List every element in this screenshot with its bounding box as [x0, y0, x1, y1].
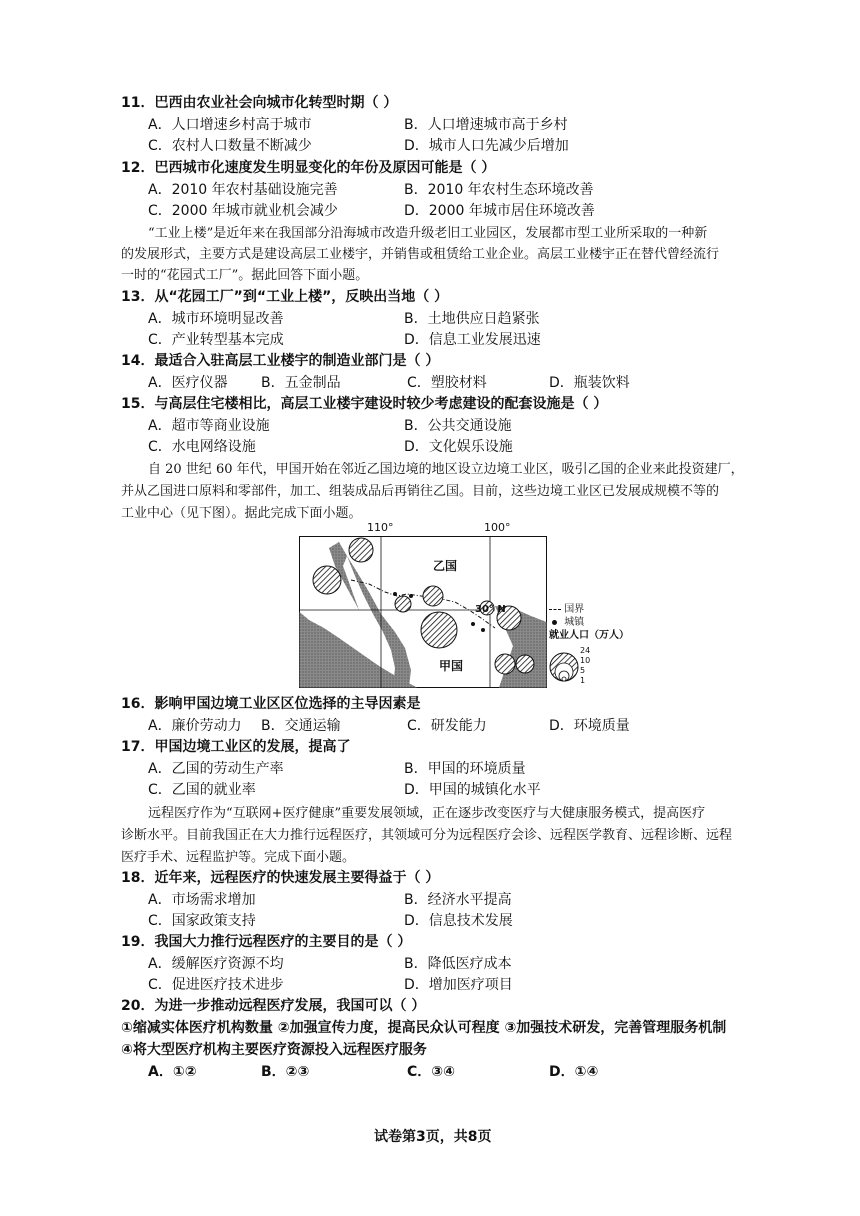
q12-option-a: A．2010 年农村基础设施完善	[148, 182, 338, 198]
passage-border-line-1: 自 20 世纪 60 年代，甲国开始在邻近乙国边境的地区设立边境工业区，吸引乙国的企业来此投资建厂，	[148, 462, 744, 477]
q15-option-b: B．公共交通设施	[404, 418, 512, 434]
q13-option-d: D．信息工业发展迅速	[404, 332, 541, 348]
border-line-icon	[549, 609, 561, 610]
q11-option-b: B．人口增速城市高于乡村	[404, 117, 568, 133]
passage-industry-line-2: 的发展形式，主要方式是建设高层工业楼宇，并销售或租赁给工业企业。高层工业楼宇正在替代曾经流行	[121, 247, 720, 262]
q17-option-c: C．乙国的就业率	[148, 782, 256, 798]
legend-value-1: 1	[580, 676, 586, 685]
map-employment-circle	[349, 538, 373, 562]
q14-option-d: D．瓶装饮料	[549, 375, 630, 391]
q20-option-c: C．③④	[407, 1064, 455, 1080]
passage-telemedicine-line-1: 远程医疗作为“互联网+医疗健康”重要发展领域，正在逐步改变医疗与大健康服务模式，提高医疗	[148, 806, 706, 821]
legend-value-10: 10	[580, 656, 591, 665]
legend-value-24: 24	[580, 646, 591, 655]
map-longitude-label-110: 110°	[367, 521, 394, 534]
q20-statements-line-1: ①缩减实体医疗机构数量 ②加强宣传力度，提高民众认可程度 ③加强技术研发，完善管理服务机制	[121, 1020, 727, 1036]
map-latitude-label: 30° N	[475, 604, 506, 615]
q16-option-b: B．交通运输	[261, 718, 341, 734]
border-industry-map	[299, 536, 547, 688]
q13-option-b: B．土地供应日趋紧张	[404, 311, 540, 327]
legend-border	[549, 604, 584, 616]
q16-option-c: C．研发能力	[407, 718, 487, 734]
q13-option-a: A．城市环境明显改善	[148, 311, 284, 327]
q15-option-d: D．文化娱乐设施	[404, 439, 513, 455]
q19-option-d: D．增加医疗项目	[404, 977, 513, 993]
passage-border-line-3: 工业中心（见下图）。据此完成下面小题。	[121, 506, 362, 521]
q12-option-b: B．2010 年农村生态环境改善	[404, 182, 594, 198]
q19-option-b: B．降低医疗成本	[404, 956, 512, 972]
q20-option-b: B．②③	[261, 1064, 310, 1080]
map-employment-circle	[495, 654, 515, 674]
passage-industry-line-3: 一时的“花园式工厂”。据此回答下面小题。	[121, 268, 369, 283]
q20-option-a: A．①②	[148, 1064, 197, 1080]
q16-option-a: A．廉价劳动力	[148, 718, 242, 734]
q19-option-c: C．促进医疗技术进步	[148, 977, 284, 993]
legend-border-label: 国界	[564, 604, 585, 615]
town-dot-icon	[552, 620, 557, 625]
passage-telemedicine-line-3: 医疗手术、远程监护等。完成下面小题。	[121, 850, 356, 865]
question-16: 16．影响甲国边境工业区区位选择的主导因素是	[121, 696, 421, 712]
question-18: 18．近年来，远程医疗的快速发展主要得益于（ ）	[121, 870, 440, 886]
q14-option-a: A．医疗仪器	[148, 375, 228, 391]
map-town-dot	[481, 628, 485, 632]
q20-option-d: D．①④	[549, 1064, 599, 1080]
q18-option-c: C．国家政策支持	[148, 913, 256, 929]
q15-option-a: A．超市等商业设施	[148, 418, 270, 434]
legend-employment-title: 就业人口（万人）	[549, 630, 629, 641]
legend-circle-1	[562, 677, 566, 681]
q16-option-d: D．环境质量	[549, 718, 630, 734]
map-town-dot	[409, 594, 413, 598]
q12-option-d: D．2000 年城市居住环境改善	[404, 203, 595, 219]
q19-option-a: A．缓解医疗资源不均	[148, 956, 284, 972]
q11-option-d: D．城市人口先减少后增加	[404, 138, 569, 154]
q14-option-b: B．五金制品	[261, 375, 341, 391]
question-11: 11．巴西由农业社会向城市化转型时期（ ）	[121, 95, 398, 111]
q18-option-b: B．经济水平提高	[404, 892, 512, 908]
question-14: 14．最适合入驻高层工业楼宇的制造业部门是（ ）	[121, 353, 440, 369]
q11-option-a: A．人口增速乡村高于城市	[148, 117, 312, 133]
q12-option-c: C．2000 年城市就业机会减少	[148, 203, 338, 219]
question-12: 12．巴西城市化速度发生明显变化的年份及原因可能是（ ）	[121, 160, 496, 176]
q13-option-c: C．产业转型基本完成	[148, 332, 284, 348]
legend-town	[549, 617, 584, 629]
legend-town-label: 城镇	[564, 617, 585, 628]
passage-border-line-2: 并从乙国进口原料和零部件，加工、组装成品后再销往乙国。目前，这些边境工业区已发展成规模不等的	[121, 484, 720, 499]
q11-option-c: C．农村人口数量不断减少	[148, 138, 312, 154]
map-longitude-label-100: 100°	[484, 521, 511, 534]
map-employment-circle	[395, 596, 411, 612]
passage-telemedicine-line-2: 诊断水平。目前我国正在大力推行远程医疗，其领域可分为远程医疗会诊、远程医学教育、远程诊断、远程	[121, 828, 733, 843]
map-employment-circle	[421, 612, 457, 648]
q15-option-c: C．水电网络设施	[148, 439, 256, 455]
q14-option-c: C．塑胶材料	[407, 375, 487, 391]
q18-option-d: D．信息技术发展	[404, 913, 513, 929]
question-15: 15．与高层住宅楼相比，高层工业楼宇建设时较少考虑建设的配套设施是（ ）	[121, 396, 608, 412]
map-town-dot	[393, 592, 397, 596]
question-17: 17．甲国边境工业区的发展，提高了	[121, 739, 351, 755]
q18-option-a: A．市场需求增加	[148, 892, 256, 908]
map-employment-circle	[313, 566, 341, 594]
passage-industry-line-1: “工业上楼”是近年来在我国部分沿海城市改造升级老旧工业园区，发展都市型工业所采取的一种新	[148, 226, 708, 241]
map-legend	[549, 604, 629, 690]
map-employment-circle	[516, 655, 534, 673]
map-employment-circle	[423, 586, 443, 606]
q17-option-d: D．甲国的城镇化水平	[404, 782, 541, 798]
question-13: 13．从“花园工厂”到“工业上楼”，反映出当地（ ）	[121, 289, 449, 305]
map-town-dot	[471, 622, 475, 626]
map-country-label-jia: 甲国	[439, 659, 464, 673]
legend-value-5: 5	[580, 666, 586, 675]
question-20: 20．为进一步推动远程医疗发展，我国可以（ ）	[121, 998, 426, 1014]
page-footer: 试卷第3页，共8页	[374, 1129, 492, 1145]
q17-option-a: A．乙国的劳动生产率	[148, 761, 284, 777]
q17-option-b: B．甲国的环境质量	[404, 761, 526, 777]
q20-statements-line-2: ④将大型医疗机构主要医疗资源投入远程医疗服务	[121, 1042, 427, 1058]
map-country-label-yi: 乙国	[433, 559, 458, 573]
question-19: 19．我国大力推行远程医疗的主要目的是（ ）	[121, 934, 412, 950]
